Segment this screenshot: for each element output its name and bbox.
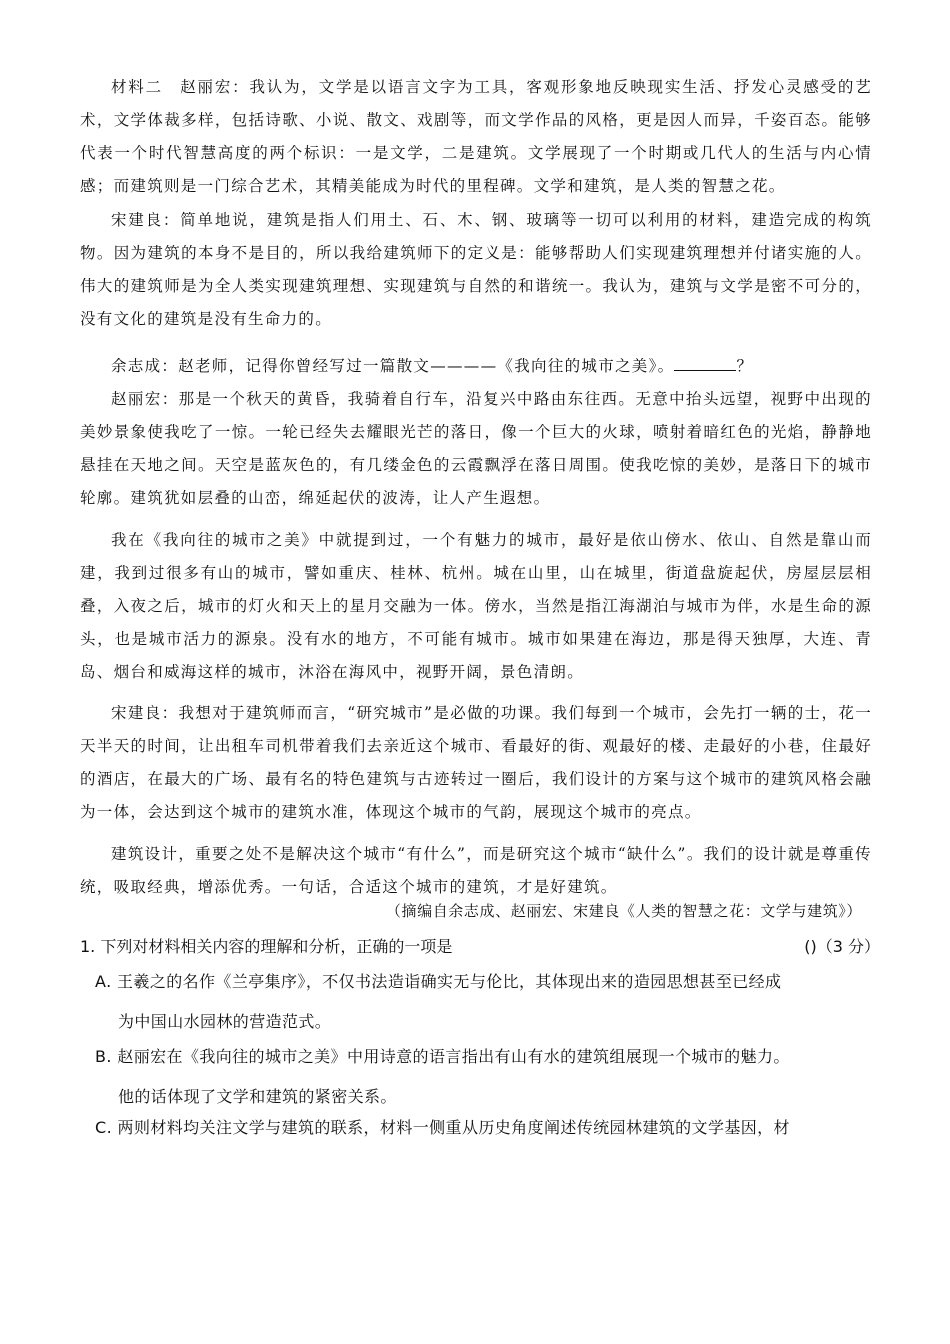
paragraph-design: 建筑设计，重要之处不是解决这个城市“有什么”，而是研究这个城市“缺什么”。我们的设计就是尊重传统，吸取经典，增添优秀。一句话，合适这个城市的建筑，才是好建筑。: [80, 845, 872, 896]
option-a-line1: A. 王羲之的名作《兰亭集序》，不仅书法造诣确实无与伦比，其体现出来的造园思想甚至已经成: [95, 972, 782, 991]
paragraph-city-charm: 我在《我向往的城市之美》中就提到过，一个有魅力的城市，最好是依山傍水、依山、自然是靠山而建，我到过很多有山的城市，譬如重庆、桂林、杭州。城在山里，山在城里，街道盘旋起伏，房屋层层相叠，入夜之后，城市的灯火和天上的星月交融为一体。傍水，当然是指江海湖泊与城市为伴，水是生命的源头，也是城市活力的源泉。没有水的地方，不可能有城市。城市如果建在海边，那是得天独厚，大连、青岛、烟台和威海这样的城市，沐浴在海风中，视野开阔，景色清朗。: [80, 531, 872, 681]
paragraph-song-jianliang-2: 宋建良：我想对于建筑师而言，“研究城市”是必做的功课。我们每到一个城市，会先打一辆的士，花一天半天的时间，让出租车司机带着我们去亲近这个城市、看最好的街、观最好的楼、走最好的小巷，住最好的酒店，在最大的广场、最有名的特色建筑与古迹转过一圈后，我们设计的方案与这个城市的建筑风格会融为一体，会达到这个城市的建筑水准，体现这个城市的气韵，展现这个城市的亮点。: [80, 704, 872, 821]
paragraph-yu-zhicheng: [80, 350, 872, 383]
option-c-line1: C. 两则材料均关注文学与建筑的联系，材料一侧重从历史角度阐述传统园林建筑的文学基因，材: [95, 1118, 790, 1137]
question-1-stem: [80, 933, 880, 961]
source-citation: （摘编自余志成、赵丽宏、宋建良《人类的智慧之花：文学与建筑》）: [385, 902, 862, 920]
paragraph-material-two: 材料二 赵丽宏：我认为，文学是以语言文字为工具，客观形象地反映现实生活、抒发心灵感受的艺术，文学体裁多样，包括诗歌、小说、散文、戏剧等，而文学作品的风格，更是因人而异，千姿百态。能够代表一个时代智慧高度的两个标识：一是文学，二是建筑。文学展现了一个时期或几代人的生活与内心情感；而建筑则是一门综合艺术，其精美能成为时代的里程碑。文学和建筑，是人类的智慧之花。: [80, 78, 872, 195]
option-b-line1: B. 赵丽宏在《我向往的城市之美》中用诗意的语言指出有山有水的建筑组展现一个城市的魅力。: [95, 1047, 790, 1066]
question-mark: ？: [736, 357, 754, 375]
fill-blank: [674, 356, 736, 371]
option-b: [95, 1037, 875, 1117]
question-text: 余志成：赵老师，记得你曾经写过一篇散文————《我向往的城市之美》。: [111, 357, 675, 375]
option-a: [95, 962, 875, 1042]
option-a-line2: 为中国山水园林的营造范式。: [118, 1012, 332, 1031]
option-b-line2: 他的话体现了文学和建筑的紧密关系。: [118, 1087, 397, 1106]
question-1-score: ()（3 分）: [804, 937, 880, 956]
paragraph-zhao-lihong-2: 赵丽宏：那是一个秋天的黄昏，我骑着自行车，沿复兴中路由东往西。无意中抬头远望，视野中出现的美妙景象使我吃了一惊。一轮已经失去耀眼光芒的落日，像一个巨大的火球，喷射着暗红色的光焰，静静地悬挂在天地之间。天空是蓝灰色的，有几缕金色的云霞飘浮在落日周围。使我吃惊的美妙，是落日下的城市轮廓。建筑犹如层叠的山峦，绵延起伏的波涛，让人产生遐想。: [80, 390, 872, 507]
question-1-text: 1. 下列对材料相关内容的理解和分析，正确的一项是: [80, 937, 453, 956]
paragraph-song-jianliang-1: 宋建良：简单地说，建筑是指人们用土、石、木、钢、玻璃等一切可以利用的材料，建造完成的构筑物。因为建筑的本身不是目的，所以我给建筑师下的定义是：能够帮助人们实现建筑理想并付诸实施的人。伟大的建筑师是为全人类实现建筑理想、实现建筑与自然的和谐统一。我认为，建筑与文学是密不可分的，没有文化的建筑是没有生命力的。: [80, 211, 872, 328]
option-c: [95, 1108, 875, 1148]
